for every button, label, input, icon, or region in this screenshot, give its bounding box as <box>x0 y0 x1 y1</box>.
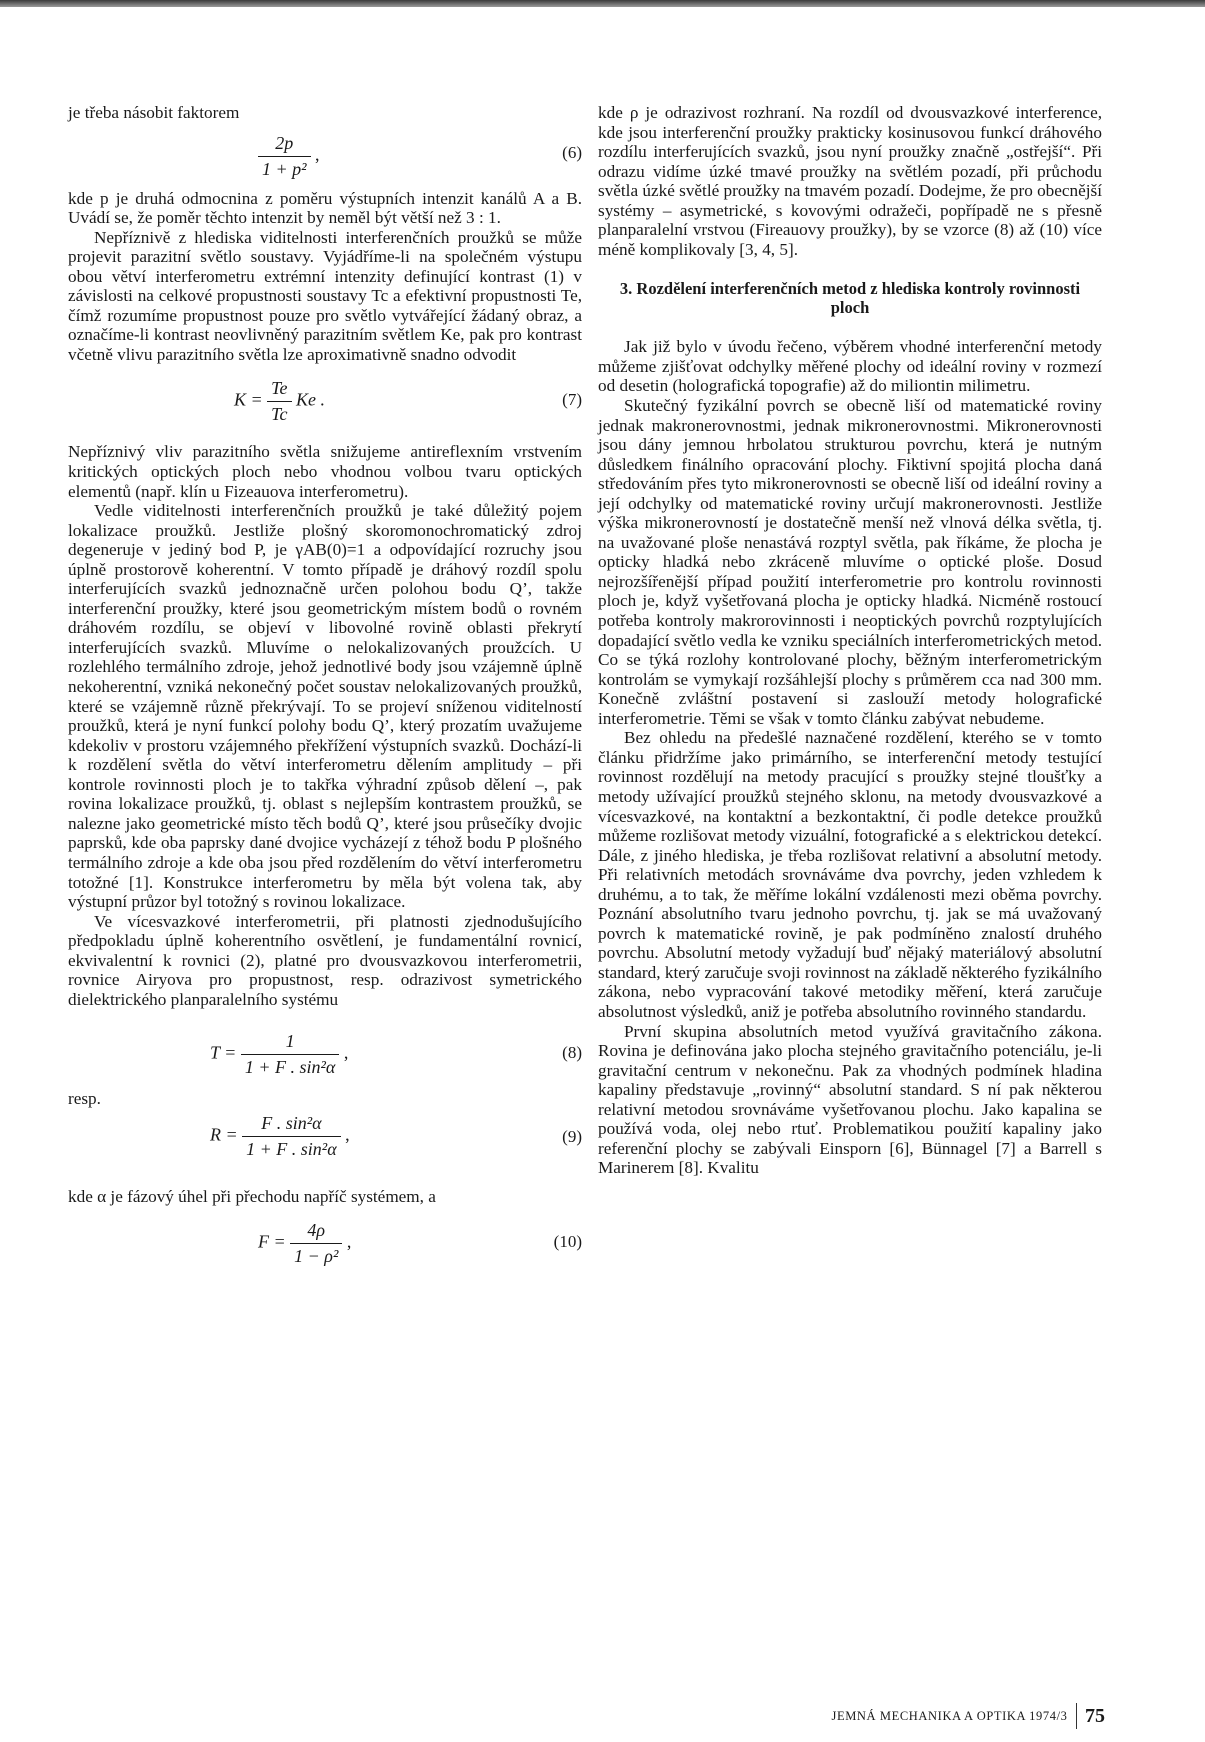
equation-7 <box>68 376 582 430</box>
paragraph: Nepříznivý vliv parazitního světla snižujeme antireflexním vrstvením kritických optických ploch nebo vhodnou volbou tvaru optických elementů (např. klín u Fizeauova interferometru). <box>68 442 582 501</box>
equation-lhs: R = <box>210 1124 238 1145</box>
section-heading: 3. Rozdělení interferenčních metod z hlediska kontroly rovinnosti ploch <box>619 279 1081 318</box>
equation-9 <box>68 1113 582 1171</box>
paragraph: je třeba násobit faktorem <box>68 103 240 122</box>
left-column <box>68 103 582 1276</box>
right-column <box>598 103 1102 1178</box>
page-number: 75 <box>1085 1704 1105 1727</box>
denominator: 1 − ρ² <box>290 1243 342 1267</box>
fraction <box>242 1113 341 1160</box>
equation-8 <box>68 1029 582 1085</box>
paragraph: Jak již bylo v úvodu řečeno, výběrem vhodné interferenční metody můžeme zjišťovat odchylky měřené plochy od ideální roviny v rozmezí od desetin (holografická topografie) až do miliontin milimetru. <box>598 337 1102 396</box>
equation-tail: , <box>346 1232 352 1253</box>
denominator: Tc <box>267 401 291 425</box>
equation-tail: , <box>345 1124 350 1145</box>
denominator: 1 + F . sin²α <box>242 1136 341 1160</box>
equation-6 <box>68 131 582 179</box>
paragraph: První skupina absolutních metod využívá gravitačního zákona. Rovina je definována jako plocha stejného gravitačního potenciálu, je-li gravitační centrum v nekonečnu. Pak za vhodných podmínek hladina kapaliny představuje „rovinný“ absolutní standard. S ní pak některou relativní metodou srovnáváme vyšetřovanou plochu. Jako kapalina se používá voda, olej nebo rtuť. Problematikou použití kapaliny jako referenční plochy se zabývali Einsporn [6], Bünnagel [7] a Barrell s Marinerem [8]. Kvalitu <box>598 1021 1102 1178</box>
resp-label: resp. <box>68 1089 101 1109</box>
paragraph: Skutečný fyzikální povrch se obecně liší od matematické roviny jednak makronerovnostmi, jednak mikronerovnostmi. Mikronerovnosti jsou dány jemnou hrbolatou strukturou povrchu, která je nutným důsledkem finálního opracování plochy. Fiktivní spojitá plocha daná středováním přes tyto mikronerovnosti se obecně liší od ideální roviny a její odchylky od matematické roviny určují makronerovnosti. Jestliže výška mikronerovností je dostatečně menší než vlnová délka světla, tj. na uvažované ploše nenastává rozptyl světla, pak říkáme, že plocha je opticky hladká nebo zkráceně mluvíme o optické ploše. Dosud nejrozšířenější případ použití interferometrie pro kontrolu rovinnosti ploch je, když vyšetřovaná plocha je opticky hladká. Nicméně rostoucí potřeba kontroly makrorovinnosti i neoptických povrchů rozptylujících dopadající světlo vedla ke vzniku speciálních interferometrických metod. Co se týká rozlohy kontrolované plochy, běžným interferometrickým kontrolám se vymykají rozšáhlejší plochy s průměrem cca nad 300 mm. Konečně zvláštní postavení si zaslouží metody holografické interferometrie. Těmi se však v tomto článku zabývat nebudeme. <box>598 396 1102 728</box>
denominator: 1 + p² <box>258 156 311 180</box>
equation-number: (8) <box>562 1043 582 1063</box>
equation-tail: , <box>315 144 320 165</box>
page-footer <box>832 1703 1105 1729</box>
equation-number: (6) <box>562 142 582 162</box>
equation-10 <box>68 1218 582 1276</box>
numerator: 1 <box>285 1031 295 1052</box>
equation-number: (7) <box>562 390 582 410</box>
numerator: 4ρ <box>307 1220 326 1241</box>
fraction <box>267 378 291 425</box>
equation-lhs: K = <box>234 390 263 411</box>
equation-lhs: F = <box>258 1232 286 1253</box>
equation-number: (9) <box>562 1126 582 1146</box>
paragraph: Nepříznivě z hlediska viditelnosti interferenčních proužků se může projevit parazitní světlo soustavy. Vyjádříme-li na společném výstupu obou větví interferometru extrémní intenzity definující kontrast (1) v závislosti na celkové propustnosti soustavy Tc a efektivní propustnosti Te, čímž rozumíme propustnost pouze pro světlo vytvářející žádaný obraz, a označíme-li kontrast neovlivněný parazitním světlem Ke, pak pro kontrast včetně vlivu parazitního světla lze aproximativně snadno odvodit <box>68 227 582 364</box>
paragraph: Vedle viditelnosti interferenčních proužků je také důležitý pojem lokalizace proužků. Jestliže plošný skoromonochromatický zdroj degeneruje v jediný bod P, je γAB(0)=1 a odpovídající rozruchy jsou úplně prostorově koherentní. V tomto případě je dráhový rozdíl spolu interferujících svazků jednoznačně určen polohou bodu Q’, takže interferenční proužky, které jsou geometrickým místem bodů o rovném dráhovém rozdílu, se objeví v libovolné rovině oblasti překrytí interferujících svazků. Mluvíme o nelokalizovaných proužcích. U rozlehlého termálního zdroje, jehož jednotlivé body jsou vzájemně úplně nekoherentní, vzniká nekonečný počet soustav nelokalizovaných proužků, které se vzájemně různě překrývají. To se projeví sníženou viditelností proužků, která je nyní funkcí polohy bodu Q’, který prozatím uvažujeme kdekoliv v prostoru vzájemného překřížení výstupních svazků. Dochází-li k rozdělení světla do větví interferometru dělením amplitudy – při kontrole rovinnosti ploch je to takřka výhradní způsob dělení –, pak rovina lokalizace proužků, tj. oblast s nejlepším kontrastem proužků, se nalezne jako geometrické místo těch bodů Q’, které jsou průsečíky dvojic paprsků, kde oba paprsky dané dvojice vycházejí z téhož bodu P plošného termálního zdroje a kde oba jsou před rozdělením do větví interferometru totožné [1]. Konstrukce interferometru by měla být volena tak, aby výstupní průzor byl totožný s rovinou lokalizace. <box>68 501 582 912</box>
equation-lhs: T = <box>210 1042 237 1063</box>
paragraph: kde ρ je odrazivost rozhraní. Na rozdíl od dvousvazkové interference, kde jsou interferenční proužky prakticky kosinusovou funkcí dráhového rozdílu interferujících svazků, jsou nyní proužky značně „ostřejší“. Při odrazu vidíme úzké tmavé proužky na světlém pozadí, při průchodu světla úzké světlé proužky na tmavém pozadí. Dodejme, že pro obecnější systémy – asymetrické, s kovovými odražeči, popřípadě ne s přesně planparalelní vrstvou (Fireauovy proužky), by se vzorce (8) až (10) více méně komplikovaly [3, 4, 5]. <box>598 103 1102 259</box>
numerator: Te <box>271 378 288 399</box>
fraction <box>258 133 311 180</box>
scan-edge <box>0 0 1205 7</box>
paragraph: kde p je druhá odmocnina z poměru výstupních intenzit kanálů A a B. Uvádí se, že poměr těchto intenzit by neměl být větší než 3 : 1. <box>68 188 582 228</box>
footer-divider <box>1076 1703 1078 1729</box>
paragraph: kde α je fázový úhel při přechodu napříč systémem, a <box>68 1186 436 1206</box>
numerator: 2p <box>275 132 294 153</box>
fraction <box>241 1031 340 1078</box>
denominator: 1 + F . sin²α <box>241 1054 340 1078</box>
equation-number: (10) <box>553 1232 582 1252</box>
equation-tail: , <box>343 1042 349 1063</box>
fraction <box>290 1220 342 1267</box>
journal-name: JEMNÁ MECHANIKA A OPTIKA 1974/3 <box>831 1708 1068 1723</box>
numerator: F . sin²α <box>261 1112 322 1133</box>
paragraph: Bez ohledu na předešlé naznačené rozdělení, kterého se v tomto článku přidržíme jako primárního, se interferenční metody testující rovinnost rozdělují na metody pracující s proužky stejné tloušťky a metody užívající proužků stejného sklonu, na metody dvousvazkové a vícesvazkové, na kontaktní a bezkontaktní, či podle detekce proužků můžeme rozlišovat metody vizuální, fotografické a s elektrickou detekcí. Dále, z jiného hlediska, je třeba rozlišovat relativní a absolutní metody. Při relativních metodách srovnáváme dva povrchy, jeden vzhledem k druhému, a to tak, že měříme lokální vzdálenosti mezi oběma povrchy. Poznání absolutního tvaru jednoho povrchu, tj. jak se má uvažovaný povrch k matematické rovině, je pak podmíněno znalostí druhého povrchu. Absolutní metody vyžadují buď nějaký materiálový absolutní standard, který zaručuje svoji rovinnost na základě některého fyzikálního zákona, nebo vypracování takové metodiky měření, která zaručuje absolutnost výsledků, aniž je potřeba absolutního rovinného standardu. <box>598 728 1102 1021</box>
paragraph: Ve vícesvazkové interferometrii, při platnosti zjednodušujícího předpokladu úplně koherentního osvětlení, je fundamentální rovnicí, ekvivalentní k rovnici (2), platné pro dvousvazkovou interferometrii, rovnice Airyova pro propustnost, resp. odrazivost symetrického dielektrického planparalelního systému <box>68 911 582 1009</box>
equation-tail: Ke . <box>296 390 326 411</box>
